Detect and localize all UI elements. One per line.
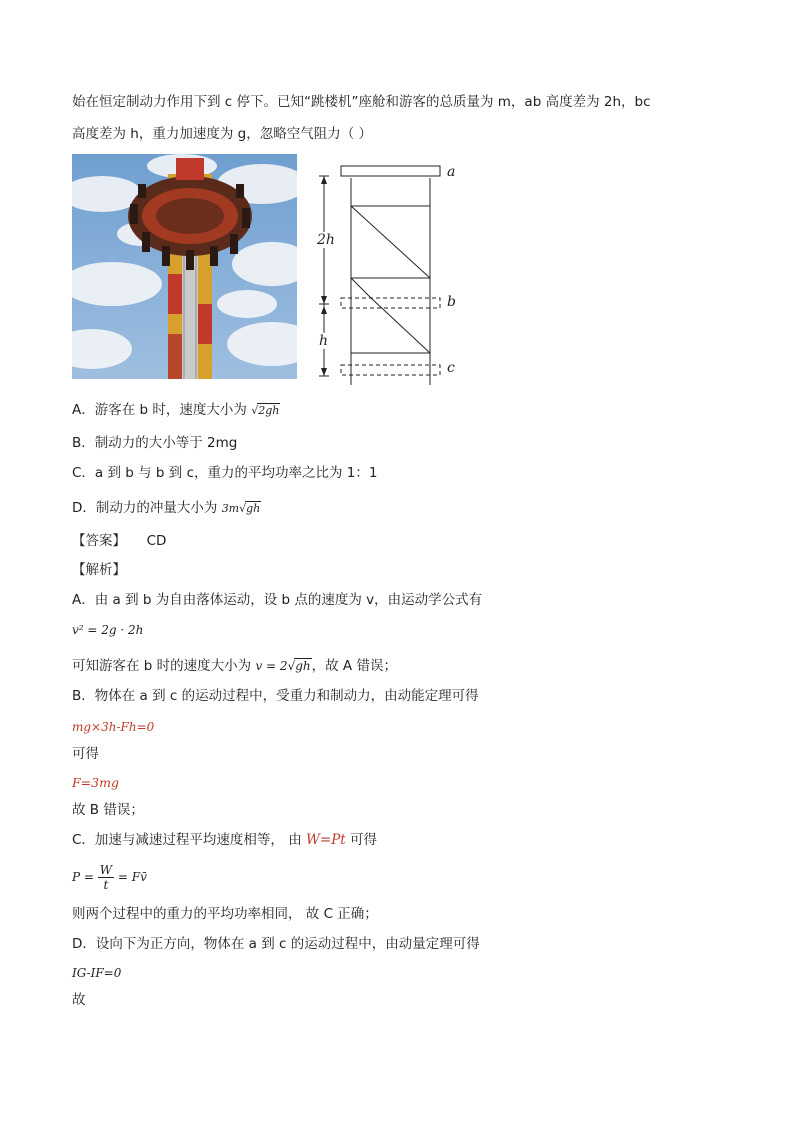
- analysis-a-equation: v² = 2g · 2h: [72, 623, 144, 637]
- analysis-d-tail: 故: [72, 992, 86, 1008]
- analysis-a-conclusion-math: v = 2: [255, 659, 288, 673]
- analysis-c-equation: [72, 860, 147, 894]
- analysis-a-conclusion: 可知游客在 b 时的速度大小为 v = 2√gh，故 A 错误；: [72, 658, 397, 674]
- label-b: b: [447, 294, 456, 310]
- analysis-label: 【解析】: [72, 562, 126, 578]
- option-d-coef: 3m: [221, 502, 240, 515]
- analysis-c-conclusion: 则两个过程中的重力的平均功率相同， 故 C 正确；: [72, 906, 378, 922]
- analysis-b-get: 可得: [72, 746, 99, 762]
- analysis-a-text: A．由 a 到 b 为自由落体运动，设 b 点的速度为 v，由运动学公式有: [72, 592, 483, 608]
- question-line-2: 高度差为 h，重力加速度为 g，忽略空气阻力（ ）: [72, 126, 372, 142]
- analysis-a-conclusion-root: gh: [295, 659, 311, 673]
- label-2h: 2h: [317, 232, 335, 248]
- fraction-denominator: t: [103, 878, 109, 892]
- analysis-c-text-prefix: C．加速与减速过程平均速度相等， 由: [72, 832, 307, 848]
- label-a: a: [447, 164, 456, 180]
- option-d-root: gh: [246, 502, 261, 515]
- option-b: B．制动力的大小等于 2mg: [72, 435, 238, 451]
- analysis-c-text-suffix: 可得: [345, 832, 378, 848]
- analysis-a-conclusion-suffix: ，故 A 错误；: [311, 658, 397, 674]
- analysis-d-text: D．设向下为正方向，物体在 a 到 c 的运动过程中，由动量定理可得: [72, 936, 480, 952]
- option-a: A．游客在 b 时，速度大小为 √2gh: [72, 402, 280, 418]
- label-c: c: [447, 360, 455, 376]
- fraction-numerator: W: [99, 863, 113, 877]
- analysis-d-equation: IG-IF=0: [72, 966, 122, 980]
- answer-value: CD: [146, 533, 167, 549]
- analysis-b-equation: mg×3h-Fh=0: [72, 720, 155, 734]
- label-h: h: [319, 333, 329, 349]
- analysis-c-eq-left: P =: [72, 870, 98, 884]
- analysis-a-conclusion-text: 可知游客在 b 时的速度大小为: [72, 658, 256, 674]
- analysis-b-result: F=3mg: [72, 775, 119, 790]
- drop-tower-photo: [72, 154, 297, 379]
- option-d-text: D．制动力的冲量大小为: [72, 500, 222, 516]
- question-line-1: 始在恒定制动力作用下到 c 停下。已知“跳楼机”座舱和游客的总质量为 m，ab 高度差为 2h，bc: [72, 94, 651, 110]
- answer-row: [72, 531, 166, 551]
- analysis-c-text: [72, 830, 377, 850]
- tower-diagram: [316, 160, 466, 385]
- option-a-text: A．游客在 b 时，速度大小为: [72, 402, 252, 418]
- analysis-c-eq-right: = Fv̄: [114, 870, 147, 884]
- option-c: C．a 到 b 与 b 到 c，重力的平均功率之比为 1：1: [72, 465, 378, 481]
- option-a-root: 2gh: [258, 404, 280, 417]
- analysis-c-formula: W=Pt: [306, 832, 346, 848]
- option-d: D．制动力的冲量大小为 3m√gh: [72, 500, 261, 516]
- answer-label: 【答案】: [72, 533, 126, 549]
- analysis-b-conclusion: 故 B 错误；: [72, 802, 144, 818]
- analysis-c-fraction: [98, 863, 114, 892]
- analysis-b-text: B．物体在 a 到 c 的运动过程中，受重力和制动力，由动能定理可得: [72, 688, 479, 704]
